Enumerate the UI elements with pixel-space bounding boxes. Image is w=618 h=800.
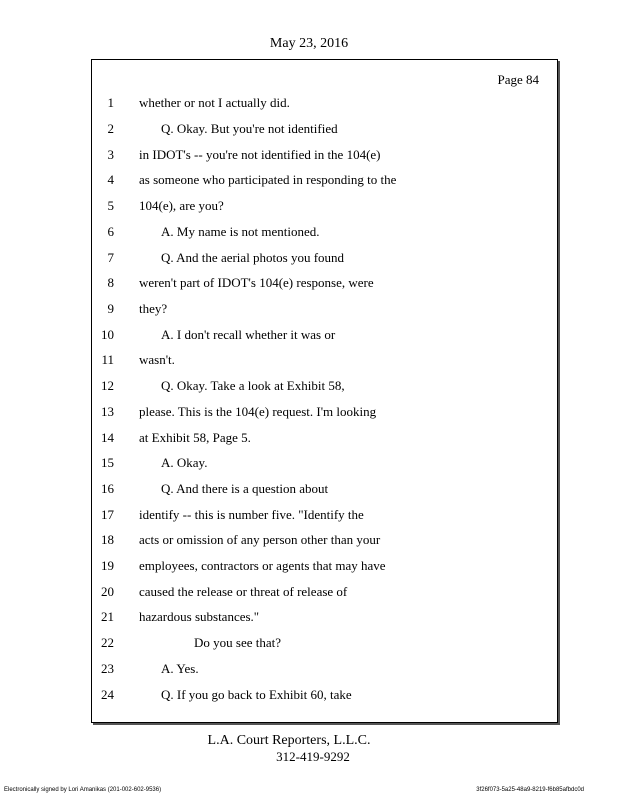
transcript-page <box>91 59 558 723</box>
line-text: as someone who participated in responding to the <box>139 172 397 187</box>
line-number: 18 <box>101 532 114 547</box>
line-number: 2 <box>107 121 114 136</box>
page-number: Page 84 <box>497 72 539 87</box>
document-id: 3f26f073-5a25-48a9-8219-f6b85afbdc0d <box>476 787 584 793</box>
line-number: 23 <box>101 661 114 676</box>
line-text: Q. Okay. But you're not identified <box>161 121 338 136</box>
line-number: 11 <box>101 352 114 367</box>
line-number: 4 <box>107 172 114 187</box>
line-text: A. Okay. <box>161 455 208 470</box>
line-text: Q. And there is a question about <box>161 481 329 496</box>
line-text: acts or omission of any person other than your <box>139 532 381 547</box>
line-number: 3 <box>107 147 114 162</box>
line-text: Q. If you go back to Exhibit 60, take <box>161 687 352 702</box>
line-number: 14 <box>101 430 114 445</box>
line-number: 7 <box>107 250 114 265</box>
line-text: they? <box>139 301 168 316</box>
line-number: 9 <box>107 301 114 316</box>
line-text: Do you see that? <box>194 635 282 650</box>
line-number: 16 <box>101 481 114 496</box>
line-text: whether or not I actually did. <box>139 95 290 110</box>
line-number: 24 <box>101 687 114 702</box>
line-number: 8 <box>107 275 114 290</box>
footer-company: L.A. Court Reporters, L.L.C. <box>207 733 371 748</box>
line-number: 10 <box>101 327 114 342</box>
line-number: 15 <box>101 455 114 470</box>
line-text: at Exhibit 58, Page 5. <box>139 430 251 445</box>
line-number: 22 <box>101 635 114 650</box>
line-text: in IDOT's -- you're not identified in the 104(e) <box>139 147 381 162</box>
line-text: please. This is the 104(e) request. I'm looking <box>139 404 377 419</box>
line-text: caused the release or threat of release of <box>139 584 348 599</box>
line-number: 21 <box>101 609 114 624</box>
line-text: hazardous substances." <box>139 609 260 624</box>
line-text: employees, contractors or agents that may have <box>139 558 386 573</box>
line-text: A. My name is not mentioned. <box>161 224 320 239</box>
line-text: weren't part of IDOT's 104(e) response, were <box>139 275 374 290</box>
line-number: 19 <box>101 558 114 573</box>
line-text: Q. And the aerial photos you found <box>161 250 345 265</box>
line-text: wasn't. <box>139 352 175 367</box>
line-number: 5 <box>107 198 114 213</box>
electronic-signature-note: Electronically signed by Lori Amanikas (201-002-602-9536) <box>4 787 162 793</box>
line-text: identify -- this is number five. "Identify the <box>139 507 364 522</box>
line-number: 6 <box>107 224 114 239</box>
line-number: 13 <box>101 404 114 419</box>
line-number: 17 <box>101 507 114 522</box>
line-text: A. I don't recall whether it was or <box>161 327 336 342</box>
line-number: 1 <box>107 95 114 110</box>
footer-phone: 312-419-9292 <box>276 749 350 764</box>
line-number: 12 <box>101 378 114 393</box>
line-text: Q. Okay. Take a look at Exhibit 58, <box>161 378 345 393</box>
line-text: A. Yes. <box>161 661 199 676</box>
line-text: 104(e), are you? <box>139 198 224 213</box>
line-number: 20 <box>101 584 114 599</box>
header-date: May 23, 2016 <box>269 36 349 51</box>
